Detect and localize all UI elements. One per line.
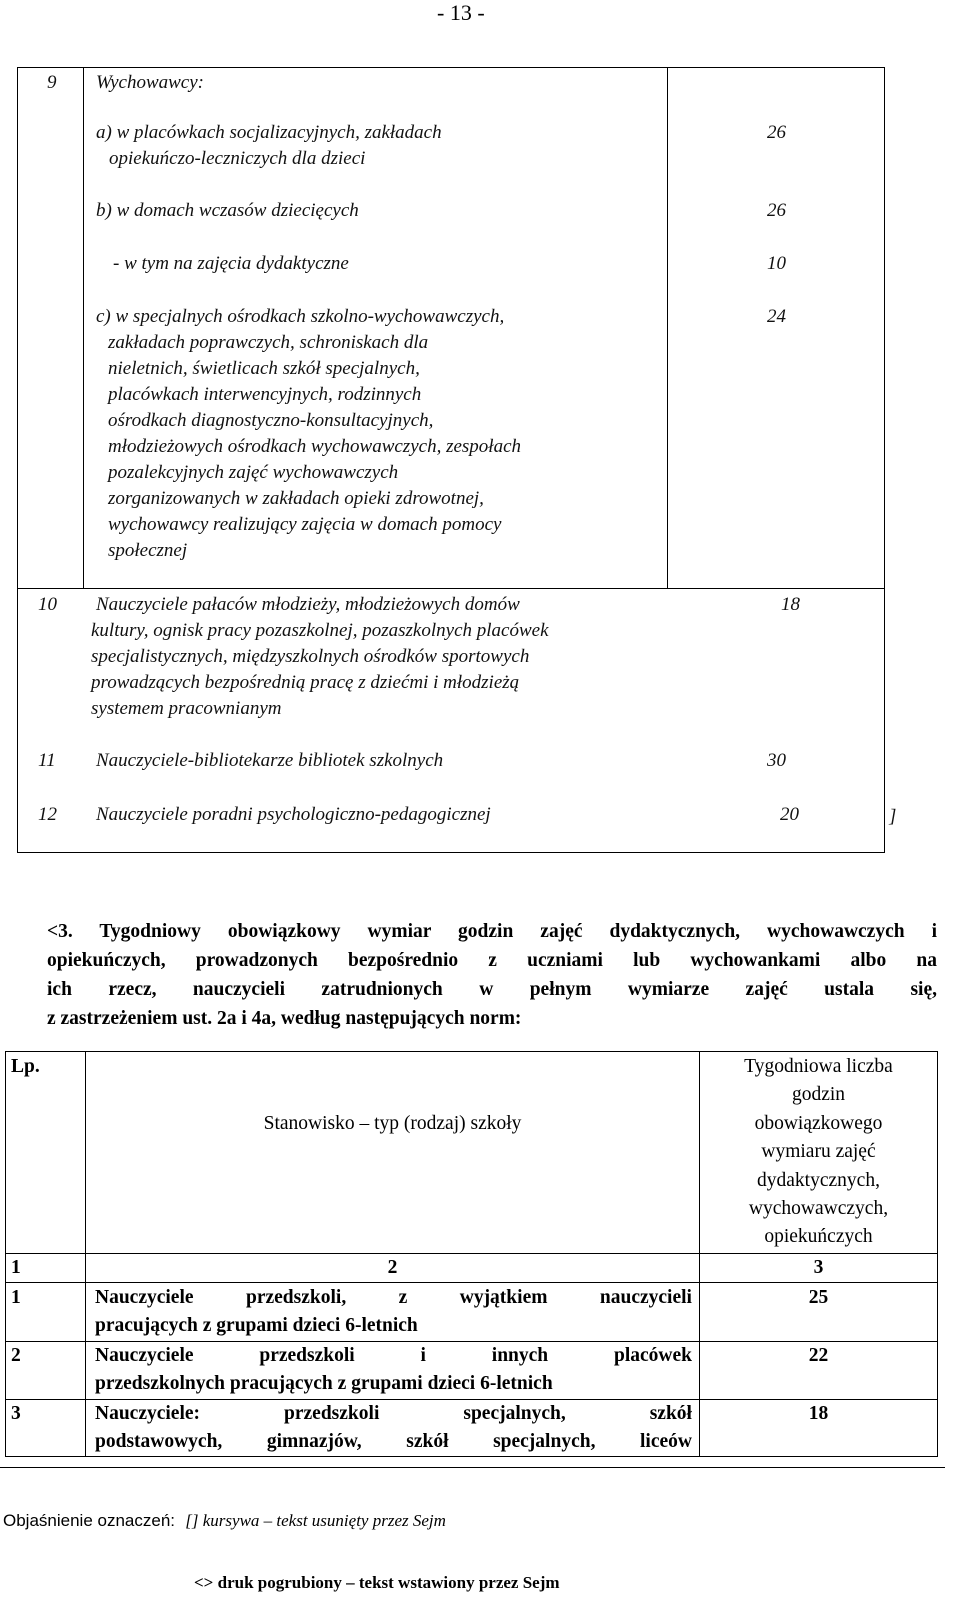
t2-row-1-lp: 1	[11, 1287, 21, 1308]
row-12-text: Nauczyciele poradni psychologiczno-pedagogicznej	[96, 804, 491, 825]
header-hours-line-6: wychowawczych,	[748, 1198, 889, 1220]
row-10-line-2: kultury, ognisk pracy pozaszkolnej, pozaszkolnych placówek	[91, 620, 549, 641]
word: placówek	[613, 1345, 692, 1366]
closing-bracket: ]	[889, 806, 897, 827]
header-lp: Lp.	[11, 1056, 40, 1077]
table-1-divider-lp	[83, 67, 84, 589]
word: gimnazjów,	[266, 1431, 362, 1452]
row-9c-line-10: społecznej	[108, 540, 188, 561]
row-9b-line: b) w domach wczasów dziecięcych	[96, 200, 359, 221]
word: i	[420, 1345, 426, 1366]
colnum-3: 3	[813, 1257, 824, 1278]
footer-legend	[3, 1511, 446, 1531]
footer-separator	[0, 1467, 945, 1468]
paragraph-line-4: z zastrzeżeniem ust. 2a i 4a, według następujących norm:	[47, 1008, 522, 1029]
row-10-value: 18	[781, 594, 800, 615]
t2-row-3-line-1	[95, 1400, 692, 1428]
word: Nauczyciele:	[95, 1403, 201, 1424]
row-9c-line-4: placówkach interwencyjnych, rodzinnych	[108, 384, 422, 405]
t2-row-1-value: 25	[808, 1287, 829, 1308]
word: wyjątkiem	[459, 1287, 548, 1308]
word: szkół	[406, 1431, 449, 1452]
word: liceów	[640, 1431, 692, 1452]
table-1-right-border	[884, 67, 885, 853]
page-number: - 13 -	[437, 0, 485, 25]
row-12-value: 20	[780, 804, 799, 825]
t2-row-2-line-1	[95, 1342, 692, 1370]
word: szkół	[649, 1403, 692, 1424]
word: Nauczyciele	[95, 1345, 194, 1366]
row-12-lp: 12	[38, 804, 57, 825]
row-9c-line-7: pozalekcyjnych zajęć wychowawczych	[108, 462, 399, 483]
header-position: Stanowisko – typ (rodzaj) szkoły	[263, 1113, 522, 1134]
table-2-top-border	[5, 1051, 938, 1052]
legend-label: Objaśnienie oznaczeń:	[3, 1511, 176, 1530]
table-1-divider-value	[667, 67, 668, 589]
row-9b-sub-line: - w tym na zajęcia dydaktyczne	[113, 253, 349, 274]
row-9a-line-1: a) w placówkach socjalizacyjnych, zakładach	[96, 122, 442, 143]
colnum-1: 1	[11, 1257, 21, 1278]
row-11-value: 30	[767, 750, 786, 771]
legend-italic: [] kursywa – tekst usunięty przez Sejm	[185, 1511, 446, 1530]
word: przedszkoli	[259, 1345, 355, 1366]
word: specjalnych,	[463, 1403, 566, 1424]
t2-row-1-line-2: pracujących z grupami dzieci 6-letnich	[95, 1315, 418, 1336]
row-10-lp: 10	[38, 594, 57, 615]
t2-row-2-line-2: przedszkolnych pracujących z grupami dzieci 6-letnich	[95, 1373, 553, 1394]
t2-row-1-line-1	[95, 1284, 692, 1312]
row-9c-line-9: wychowawcy realizujący zajęcia w domach pomocy	[108, 514, 502, 535]
t2-row-3-lp: 3	[11, 1403, 21, 1424]
colnum-2: 2	[387, 1257, 398, 1278]
word: przedszkoli,	[245, 1287, 347, 1308]
row-10-line-1: Nauczyciele pałaców młodzieży, młodzieżowych domów	[96, 594, 520, 615]
row-9-title: Wychowawcy:	[96, 72, 204, 93]
row-9c-line-8: zorganizowanych w zakładach opieki zdrowotnej,	[108, 488, 484, 509]
row-9a-line-2: opiekuńczo-leczniczych dla dzieci	[109, 148, 366, 169]
row-9c-line-3: nieletnich, świetlicach szkół specjalnych,	[108, 358, 420, 379]
row-9c-line-2: zakładach poprawczych, schroniskach dla	[108, 332, 429, 353]
row-9c-value: 24	[767, 306, 786, 327]
header-hours-line-1: Tygodniowa liczba	[744, 1056, 893, 1077]
header-hours-line-4: wymiaru zajęć	[761, 1141, 876, 1163]
row-10-line-3: specjalistycznych, międzyszkolnych ośrodków sportowych	[91, 646, 530, 667]
t2-row-2-lp: 2	[11, 1345, 21, 1366]
row-10-line-5: systemem pracownianym	[91, 698, 282, 719]
row-10-line-4: prowadzących bezpośrednią pracę z dziećmi i młodzieżą	[91, 672, 520, 693]
row-9c-line-6: młodzieżowych ośrodkach wychowawczych, zespołach	[108, 436, 521, 457]
table-2-right-border	[937, 1051, 938, 1457]
table-1-bottom-border	[17, 852, 885, 853]
header-hours-line-2: godzin	[791, 1084, 846, 1106]
table-2-bottom-border	[5, 1456, 938, 1457]
table-1-row-divider	[17, 588, 885, 589]
header-hours-line-7: opiekuńczych	[764, 1226, 873, 1248]
paragraph-line-2: opiekuńczych, prowadzonych bezpośrednio z uczniami lub wychowankami albo na	[47, 950, 937, 971]
row-9c-line-5: ośrodkach diagnostyczno-konsultacyjnych,	[108, 410, 434, 431]
header-hours-line-3: obowiązkowego	[754, 1112, 883, 1134]
table-1-left-border	[17, 67, 18, 853]
table-2-colnum-bottom	[5, 1282, 938, 1283]
paragraph-3	[47, 917, 937, 1033]
t2-row-3-value: 18	[808, 1403, 829, 1424]
table-2-left-border	[5, 1051, 6, 1457]
row-9c-line-1: c) w specjalnych ośrodkach szkolno-wychowawczych,	[96, 306, 505, 327]
t2-row-2-value: 22	[808, 1345, 829, 1366]
legend-bold: <> druk pogrubiony – tekst wstawiony przez Sejm	[194, 1573, 560, 1592]
row-11-text: Nauczyciele-bibliotekarze bibliotek szkolnych	[96, 750, 444, 771]
row-9b-value: 26	[767, 200, 786, 221]
word: przedszkoli	[284, 1403, 380, 1424]
row-11-lp: 11	[38, 750, 56, 771]
word: Nauczyciele	[95, 1287, 194, 1308]
table-1-top-border	[17, 67, 885, 68]
header-hours-line-5: dydaktycznych,	[757, 1169, 880, 1191]
paragraph-line-3: ich rzecz, nauczycieli zatrudnionych w pełnym wymiarze zajęć ustala się,	[47, 979, 937, 1000]
row-9a-value: 26	[767, 122, 786, 143]
word: nauczycieli	[599, 1287, 692, 1308]
word: specjalnych,	[493, 1431, 596, 1452]
word: podstawowych,	[95, 1431, 223, 1452]
header-hours	[700, 1053, 937, 1252]
row-9b-sub-value: 10	[767, 253, 786, 274]
row-9-lp: 9	[47, 72, 57, 93]
paragraph-line-1: <3. Tygodniowy obowiązkowy wymiar godzin zajęć dydaktycznych, wychowawczych i	[47, 921, 937, 942]
word: innych	[491, 1345, 549, 1366]
word: z	[398, 1287, 408, 1308]
t2-row-3-line-2	[95, 1428, 692, 1456]
